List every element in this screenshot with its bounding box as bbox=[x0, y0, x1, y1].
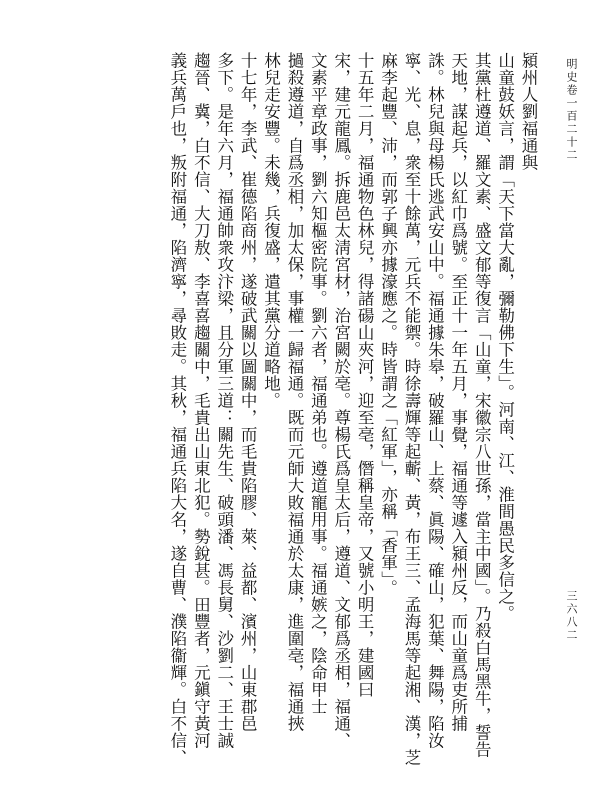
text-column: 其黨杜遵道、羅文素、盛文郁等復言「山童，宋徽宗八世孫，當主中國」。乃殺白馬黑牛，誓告 bbox=[472, 52, 492, 758]
text-column: 麻李起豐、沛，而郭子興亦據濠應之。時皆謂之「紅軍」，亦稱「香軍」。 bbox=[378, 52, 398, 597]
text-column: 趨晉、冀，白不信、大刀敖、李喜喜趨關中，毛貴出山東北犯。勢銳甚。田豐者，元鎭守黃河 bbox=[191, 52, 211, 749]
text-column: 宋，建元龍鳳。拆鹿邑太淸宮材，治宮闕於亳。尊楊氏爲皇太后，遵道、文郁爲丞相，福通、 bbox=[331, 52, 351, 749]
vertical-text-body bbox=[60, 52, 540, 782]
text-column: 寧、光、息，衆至十餘萬，元兵不能禦。時徐壽輝等起蘄、黃，布王三、孟海馬等起湘、漢，芝 bbox=[401, 52, 421, 766]
text-column: 潁州人劉福通與 bbox=[519, 52, 538, 171]
text-column: 多下。是年六月，福通帥衆攻汴梁，且分軍三道：關先生、破頭潘、馮長舅、沙劉二、王士誠 bbox=[214, 52, 234, 749]
running-header: 明史卷一百二十二 bbox=[565, 58, 578, 162]
text-column: 撾殺遵道，自爲丞相，加太保，事權一歸福通。既而元師大敗福通於太康，進圍亳，福通挾 bbox=[284, 52, 304, 732]
text-column: 誅。林兒與母楊氏逃武安山中。福通據朱皋，破羅山、上蔡、眞陽、確山，犯葉、舞陽，陷汝 bbox=[425, 52, 445, 749]
text-column: 十七年，李武、崔德陷商州，遂破武關以圖關中，而毛貴陷膠、萊、益都、濱州，山東郡邑 bbox=[238, 52, 258, 732]
text-column: 山童鼓妖言，謂「天下當大亂，彌勒佛下生」。河南、江、淮間愚民多信之。 bbox=[495, 52, 515, 622]
text-column: 林兒走安豐。未幾，兵復盛，遣其黨分道略地。 bbox=[261, 52, 281, 409]
text-column: 文素平章政事，劉六知樞密院事。劉六者，福通弟也。遵道寵用事。福通嫉之，陰命甲士 bbox=[308, 52, 328, 715]
text-column: 義兵萬戶也，叛附福通，陷濟寧，尋敗走。其秋，福通兵陷大名，遂自曹、濮陷衞輝。白不信、 bbox=[167, 52, 187, 766]
page-number: 三六八二 bbox=[565, 590, 578, 642]
text-column: 天地，謀起兵，以紅巾爲號。至正十一年五月，事覺，福通等遽入潁州反，而山童爲吏所捕 bbox=[448, 52, 468, 732]
text-column: 十五年二月，福通物色林兒，得諸碭山夾河，迎至亳，僭稱皇帝，又號小明王，建國曰 bbox=[355, 52, 375, 698]
